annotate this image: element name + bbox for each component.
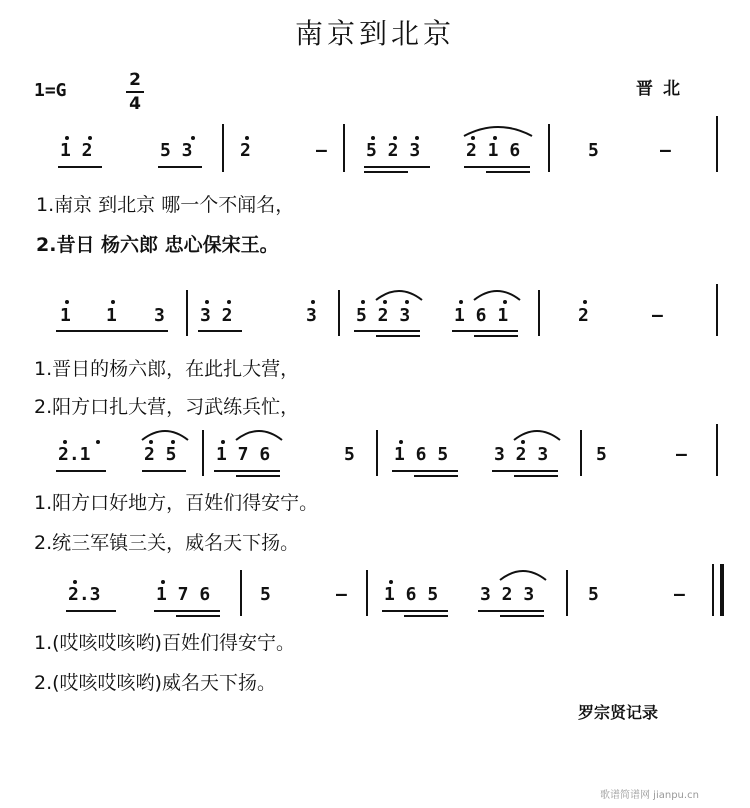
note-group: —	[652, 305, 663, 326]
note-group: 5 3	[160, 140, 193, 161]
beam	[142, 470, 186, 472]
lyric-verse-2-line-1: 2.昔日 杨六郎 忠心保宋王。	[36, 234, 279, 256]
lyric-verse-2-line-2: 2.阳方口扎大营，习武练兵忙，	[34, 396, 300, 418]
beam	[154, 610, 220, 612]
octave-dot	[73, 580, 77, 584]
octave-dot	[583, 300, 587, 304]
beam	[376, 335, 420, 337]
site-watermark: 歌谱简谱网 jianpu.cn	[600, 790, 699, 801]
beam	[404, 615, 448, 617]
note-group: —	[336, 584, 347, 605]
slur	[498, 568, 548, 582]
note-group: 2.1	[58, 444, 91, 465]
note-group: 1	[60, 305, 71, 326]
note-group: 5	[344, 444, 355, 465]
slur	[140, 428, 190, 442]
slur	[512, 428, 562, 442]
barline	[716, 424, 718, 476]
note-group: 1 7 6	[216, 444, 271, 465]
barline	[202, 430, 204, 476]
octave-dot	[227, 300, 231, 304]
note-group: 1 7 6	[156, 584, 211, 605]
note-group: 5	[260, 584, 271, 605]
beam	[514, 475, 558, 477]
beam	[500, 615, 544, 617]
barline	[548, 124, 550, 172]
barline	[580, 430, 582, 476]
beam	[176, 615, 220, 617]
note-group: 5 2 3	[356, 305, 411, 326]
barline	[376, 430, 378, 476]
note-group: 2.3	[68, 584, 101, 605]
barline	[716, 116, 718, 172]
note-group: 2	[240, 140, 251, 161]
beam	[56, 330, 168, 332]
note-group: 2	[578, 305, 589, 326]
beam	[354, 330, 420, 332]
octave-dot	[245, 136, 249, 140]
beam	[486, 171, 530, 173]
barline	[343, 124, 345, 172]
beam	[414, 475, 458, 477]
octave-dot	[371, 136, 375, 140]
note-group: 1 6 5	[394, 444, 449, 465]
genre-label: 晋北	[636, 79, 690, 99]
octave-dot	[311, 300, 315, 304]
note-group: 5	[596, 444, 607, 465]
beam	[474, 335, 518, 337]
time-signature-top: 2	[129, 70, 141, 90]
slur	[234, 428, 284, 442]
barline	[186, 290, 188, 336]
note-group: 1	[106, 305, 117, 326]
note-group: —	[316, 140, 327, 161]
slur	[472, 288, 522, 302]
beam	[58, 166, 102, 168]
beam	[236, 475, 280, 477]
octave-dot	[88, 136, 92, 140]
octave-dot	[393, 136, 397, 140]
note-group: 5	[588, 140, 599, 161]
note-group: 3 2 3	[494, 444, 549, 465]
octave-dot	[96, 440, 100, 444]
barline	[716, 284, 718, 336]
note-group: 1 6 1	[454, 305, 509, 326]
octave-dot	[221, 440, 225, 444]
lyric-verse-1-line-2: 1.晋日的杨六郎，在此扎大营，	[34, 358, 300, 380]
note-group: 3	[306, 305, 317, 326]
beam	[392, 470, 458, 472]
lyric-verse-1-line-3: 1.阳方口好地方，百姓们得安宁。	[34, 492, 319, 514]
note-group: —	[674, 584, 685, 605]
note-group: 3 2	[200, 305, 233, 326]
note-group: 1 6 5	[384, 584, 439, 605]
time-signature-bottom: 4	[129, 94, 141, 114]
note-group: 3 2 3	[480, 584, 535, 605]
octave-dot	[361, 300, 365, 304]
octave-dot	[65, 300, 69, 304]
key-signature: 1=G	[34, 80, 67, 101]
beam	[492, 470, 558, 472]
beam	[364, 166, 430, 168]
lyric-verse-1-line-4: 1.(哎咳哎咳哟)百姓们得安宁。	[34, 632, 295, 654]
note-group: 2 1 6	[466, 140, 521, 161]
song-title: 南京到北京	[294, 17, 455, 50]
beam	[382, 610, 448, 612]
barline	[566, 570, 568, 616]
octave-dot	[459, 300, 463, 304]
beam	[464, 166, 530, 168]
barline	[222, 124, 224, 172]
beam	[214, 470, 280, 472]
octave-dot	[399, 440, 403, 444]
beam	[452, 330, 518, 332]
barline	[338, 290, 340, 336]
beam	[198, 330, 242, 332]
beam	[364, 171, 408, 173]
barline	[538, 290, 540, 336]
final-barline-thick	[720, 564, 724, 616]
note-group: 5	[588, 584, 599, 605]
note-group: 2 5	[144, 444, 177, 465]
beam	[56, 470, 106, 472]
barline	[240, 570, 242, 616]
note-group: 1 2	[60, 140, 93, 161]
transcriber-credit: 罗宗贤记录	[578, 703, 659, 722]
final-barline-thin	[712, 564, 714, 616]
octave-dot	[65, 136, 69, 140]
note-group: —	[676, 444, 687, 465]
barline	[366, 570, 368, 616]
note-group: 5 2 3	[366, 140, 421, 161]
beam	[478, 610, 544, 612]
time-signature-bar	[126, 91, 144, 93]
lyric-verse-2-line-3: 2.统三军镇三关，威名天下扬。	[34, 532, 300, 554]
octave-dot	[111, 300, 115, 304]
octave-dot	[389, 580, 393, 584]
octave-dot	[191, 136, 195, 140]
note-group: —	[660, 140, 671, 161]
octave-dot	[415, 136, 419, 140]
octave-dot	[161, 580, 165, 584]
octave-dot	[205, 300, 209, 304]
beam	[158, 166, 202, 168]
note-group: 3	[154, 305, 165, 326]
beam	[66, 610, 116, 612]
time-signature	[126, 70, 144, 114]
lyric-verse-1-line-1: 1.南京 到北京 哪一个不闻名，	[36, 194, 295, 216]
slur	[374, 288, 424, 302]
slur	[462, 124, 534, 138]
lyric-verse-2-line-4: 2.(哎咳哎咳哟)威名天下扬。	[34, 672, 276, 694]
octave-dot	[63, 440, 67, 444]
